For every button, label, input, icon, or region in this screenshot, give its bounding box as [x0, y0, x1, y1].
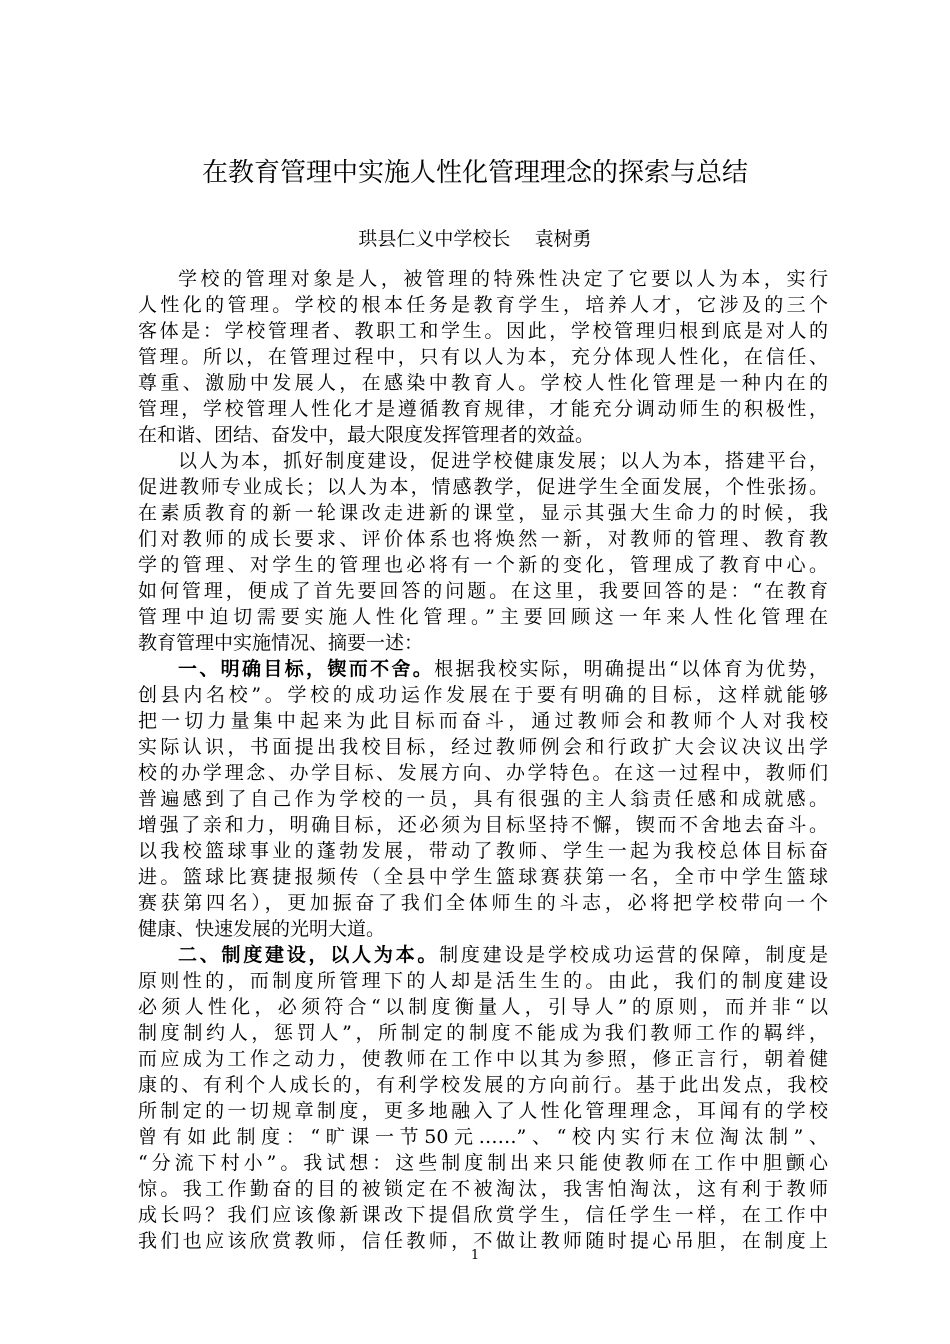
line-text: 制度建设是学校成功运营的保障，制度是: [439, 944, 828, 966]
text-line: [138, 890, 828, 916]
line-text: 实际认识，书面提出我校目标，经过教师例会和行政扩大会议决议出学: [138, 736, 828, 758]
section-heading: 二、制度建设，以人为本。: [178, 944, 440, 966]
line-text: 以人为本，抓好制度建设，促进学校健康发展；以人为本，搭建平台，: [178, 450, 828, 472]
text-line: [138, 656, 828, 682]
line-text: 管理，学校管理人性化才是遵循教育规律，才能充分调动师生的积极性，: [138, 398, 828, 420]
line-text: 促进教师专业成长；以人为本，情感教学，促进学生全面发展，个性张扬。: [138, 476, 828, 498]
body-text: [138, 266, 828, 1254]
line-text: 管理。所以，在管理过程中，只有以人为本，充分体现人性化，在信任、: [138, 346, 828, 368]
line-text: 教育管理中实施情况、摘要一述：: [138, 632, 424, 654]
section-heading: 一、明确目标，锲而不舍。: [178, 658, 435, 680]
text-line: [138, 968, 828, 994]
text-line: [138, 1202, 828, 1228]
line-text: 所制定的一切规章制度，更多地融入了人性化管理理念，耳闻有的学校: [138, 1100, 828, 1122]
text-line: [138, 1098, 828, 1124]
line-text: 在和谐、团结、奋发中，最大限度发挥管理者的效益。: [138, 424, 595, 446]
line-text: 康的、有利个人成长的，有利学校发展的方向前行。基于此出发点，我校: [138, 1074, 828, 1096]
line-text: 尊重、激励中发展人，在感染中教育人。学校人性化管理是一种内在的: [138, 372, 828, 394]
text-line: [138, 630, 828, 656]
text-line: [138, 760, 828, 786]
text-line: [138, 682, 828, 708]
text-line: [138, 552, 828, 578]
text-line: [138, 1124, 828, 1150]
line-text: 校的办学理念、办学目标、发展方向、办学特色。在这一过程中，教师们: [138, 762, 828, 784]
line-text: 创县内名校”。学校的成功运作发展在于要有明确的目标，这样就能够: [138, 684, 828, 706]
line-text: 根据我校实际，明确提出“以体育为优势，: [434, 658, 828, 680]
line-text: 以我校篮球事业的蓬勃发展，带动了教师、学生一起为我校总体目标奋: [138, 840, 828, 862]
text-line: [138, 474, 828, 500]
text-line: [138, 448, 828, 474]
page-number: 1: [470, 1248, 480, 1263]
text-line: [138, 812, 828, 838]
line-text: 人性化的管理。学校的根本任务是教育学生，培养人才，它涉及的三个: [138, 294, 828, 316]
line-text: 健康、快速发展的光明大道。: [138, 918, 386, 940]
line-text: 曾有如此制度：“旷课一节50元……”、“校内实行末位淘汰制”、: [138, 1126, 828, 1148]
text-line: [138, 578, 828, 604]
line-text: 客体是：学校管理者、教职工和学生。因此，学校管理归根到底是对人的: [138, 320, 828, 342]
text-line: [138, 266, 828, 292]
text-line: [138, 1150, 828, 1176]
author-line: 珙县仁义中学校长 袁树勇: [358, 228, 592, 250]
text-line: [138, 604, 828, 630]
line-text: 原则性的，而制度所管理下的人却是活生生的。由此，我们的制度建设: [138, 970, 828, 992]
line-text: 而应成为工作之动力，使教师在工作中以其为参照，修正言行，朝着健: [138, 1048, 828, 1070]
text-line: [138, 1072, 828, 1098]
text-line: [138, 292, 828, 318]
text-line: [138, 370, 828, 396]
line-text: 学的管理、对学生的管理也必将有一个新的变化，管理成了教育中心。: [138, 554, 828, 576]
line-text: 成长吗？我们应该像新课改下提倡欣赏学生，信任学生一样，在工作中: [138, 1204, 828, 1226]
text-line: [138, 318, 828, 344]
text-line: [138, 786, 828, 812]
text-line: [138, 500, 828, 526]
line-text: 我们也应该欣赏教师，信任教师，不做让教师随时提心吊胆，在制度上: [138, 1230, 828, 1252]
line-text: 们对教师的成长要求、评价体系也将焕然一新，对教师的管理、教育教: [138, 528, 828, 550]
text-line: [138, 838, 828, 864]
document-title: 在教育管理中实施人性化管理理念的探索与总结: [201, 158, 748, 188]
text-line: [138, 708, 828, 734]
line-text: 进。篮球比赛捷报频传（全县中学生篮球赛获第一名，全市中学生篮球: [138, 866, 828, 888]
line-text: 学校的管理对象是人，被管理的特殊性决定了它要以人为本，实行: [178, 268, 828, 290]
line-text: 如何管理，便成了首先要回答的问题。在这里，我要回答的是：“在教育: [138, 580, 828, 602]
text-line: [138, 734, 828, 760]
text-line: [138, 1046, 828, 1072]
line-text: 增强了亲和力，明确目标，还必须为目标坚持不懈，锲而不舍地去奋斗。: [138, 814, 828, 836]
text-line: [138, 994, 828, 1020]
line-text: 必须人性化，必须符合“以制度衡量人，引导人”的原则，而并非“以: [138, 996, 828, 1018]
line-text: 把一切力量集中起来为此目标而奋斗，通过教师会和教师个人对我校: [138, 710, 828, 732]
text-line: [138, 864, 828, 890]
text-line: [138, 1020, 828, 1046]
text-line: [138, 1176, 828, 1202]
line-text: “分流下村小”。我试想：这些制度制出来只能使教师在工作中胆颤心: [138, 1152, 828, 1174]
text-line: [138, 942, 828, 968]
text-line: [138, 396, 828, 422]
text-line: [138, 344, 828, 370]
line-text: 管理中迫切需要实施人性化管理。”主要回顾这一年来人性化管理在: [138, 606, 828, 628]
line-text: 惊。我工作勤奋的目的被锁定在不被淘汰，我害怕淘汰，这有利于教师: [138, 1178, 828, 1200]
line-text: 普遍感到了自己作为学校的一员，具有很强的主人翁责任感和成就感。: [138, 788, 828, 810]
line-text: 赛获第四名），更加振奋了我们全体师生的斗志，必将把学校带向一个: [138, 892, 828, 914]
text-line: [138, 526, 828, 552]
text-line: [138, 422, 828, 448]
line-text: 制度制约人，惩罚人”，所制定的制度不能成为我们教师工作的羁绊，: [138, 1022, 828, 1044]
text-line: [138, 916, 828, 942]
line-text: 在素质教育的新一轮课改走进新的课堂，显示其强大生命力的时候，我: [138, 502, 828, 524]
